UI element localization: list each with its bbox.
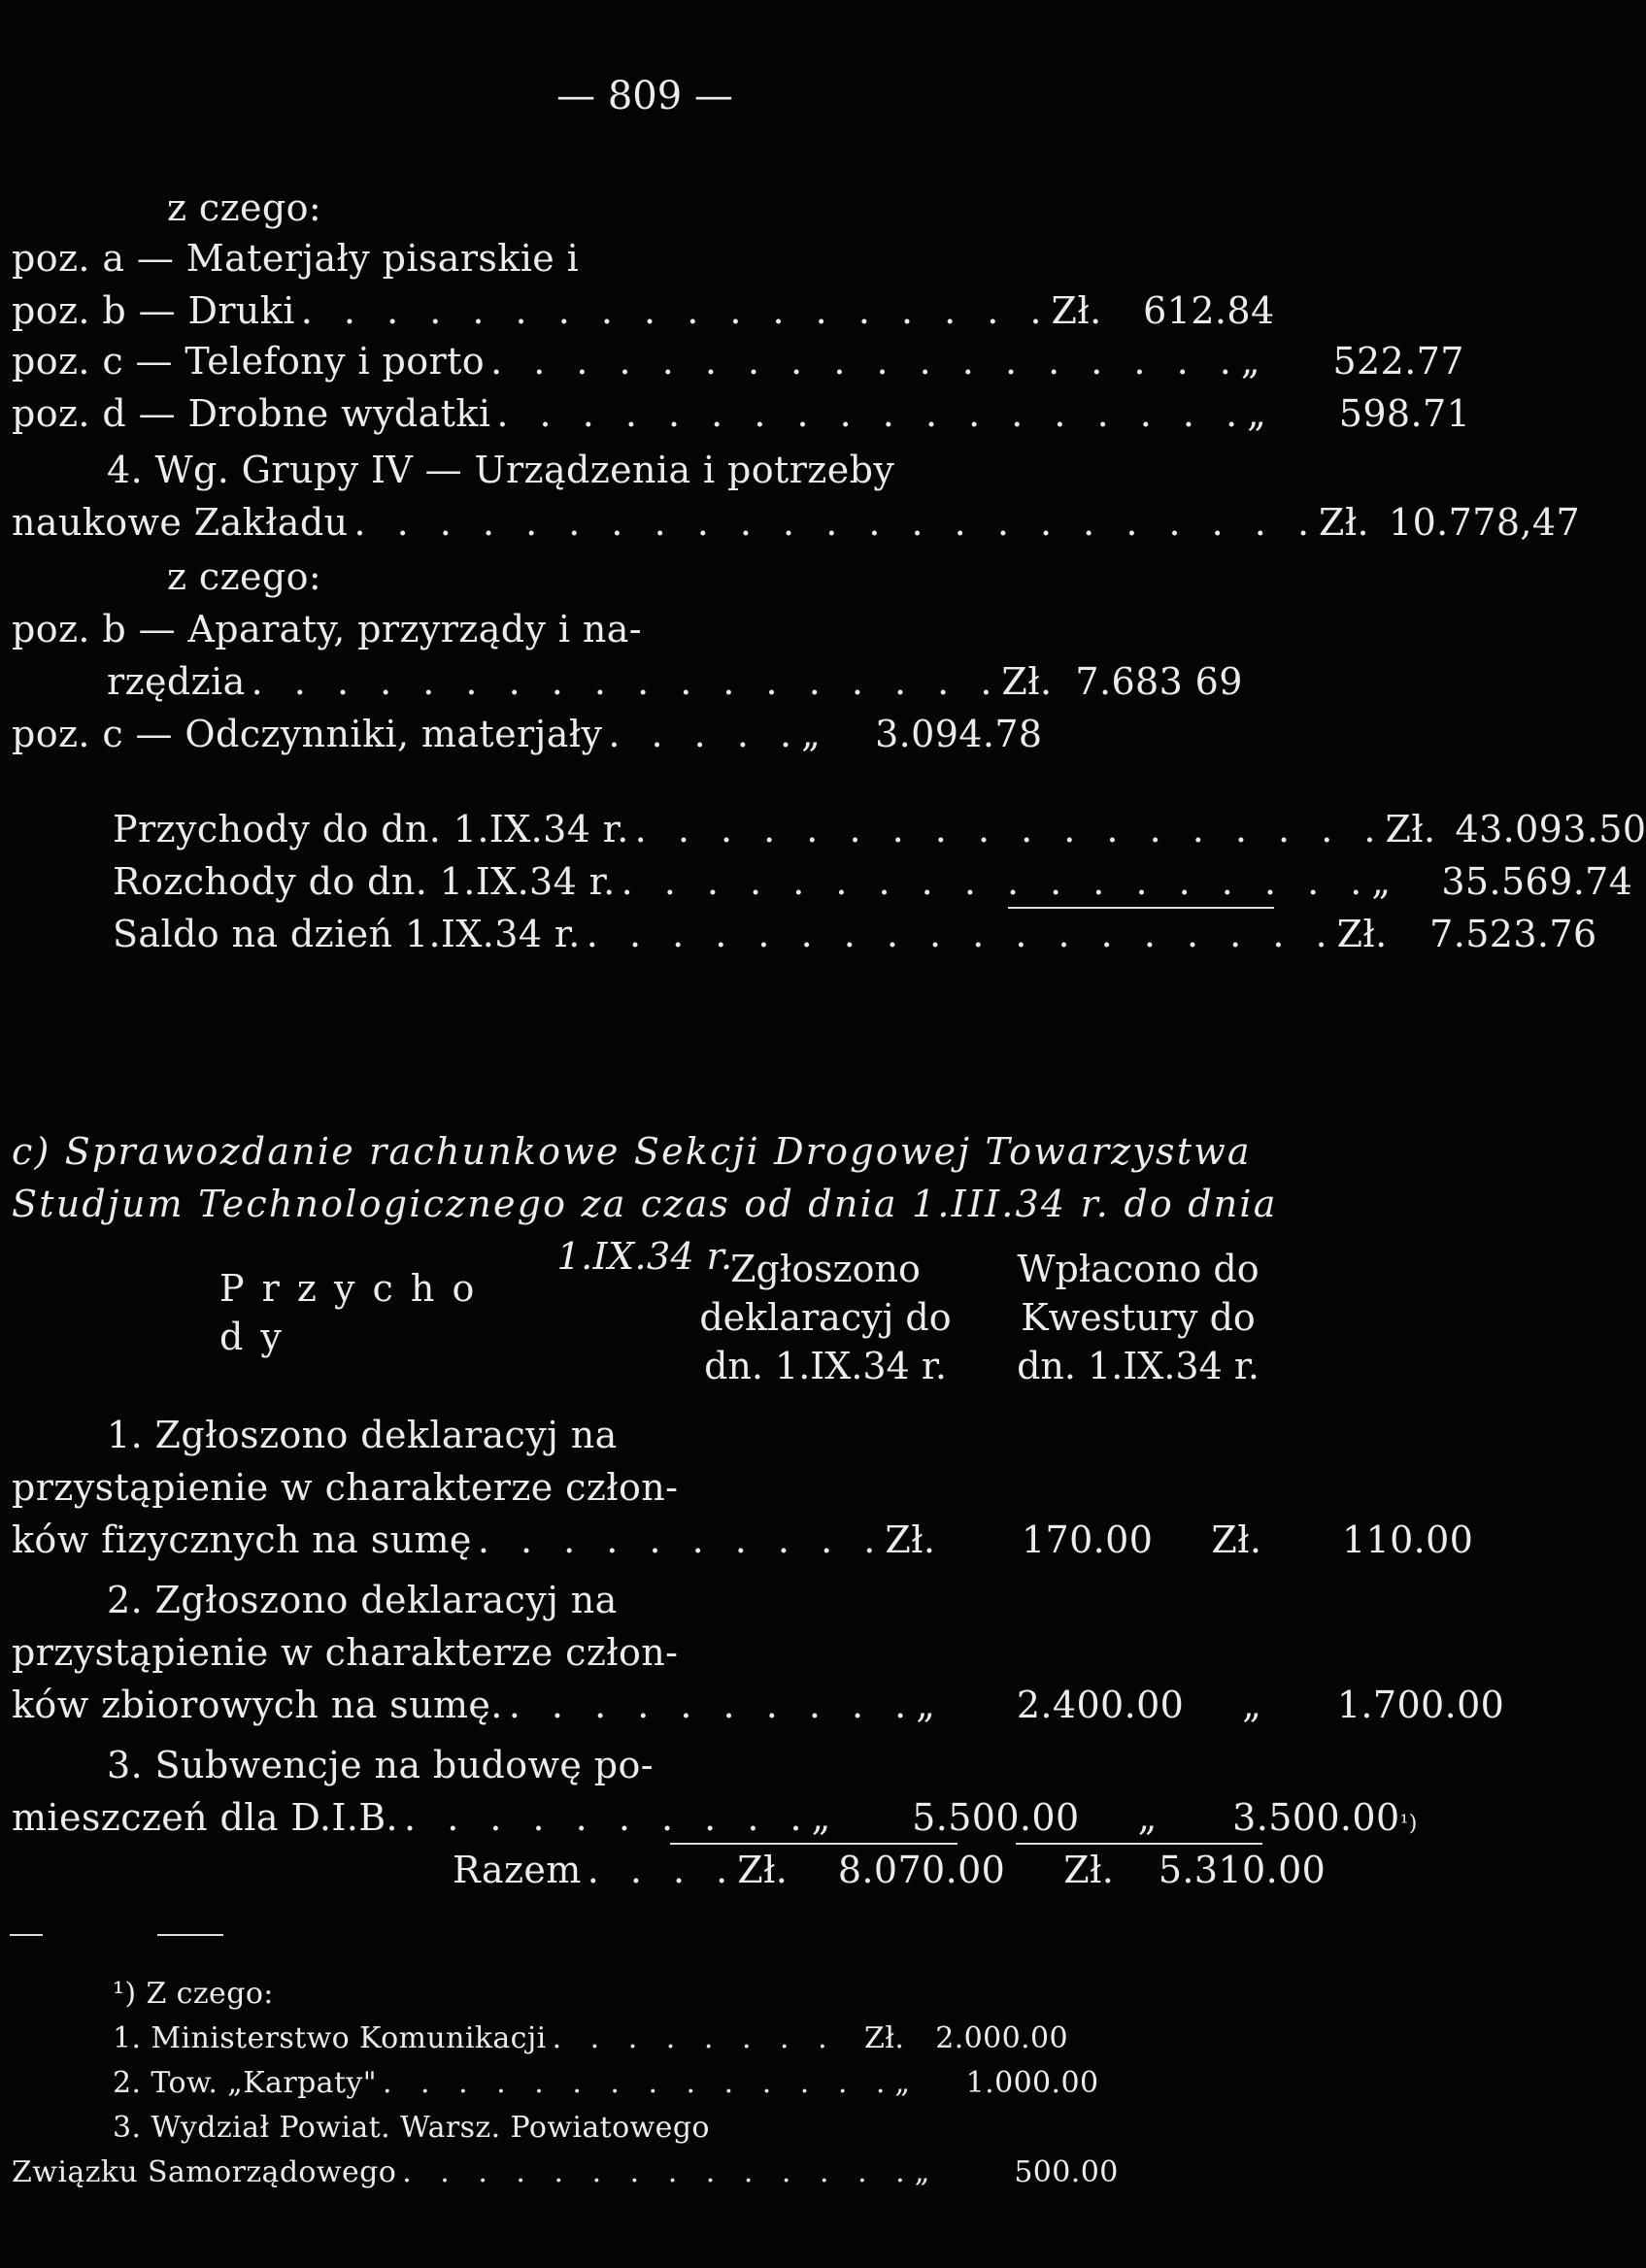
- item-c2: poz. c — Odczynniki, materjały . . . . . „ 3.094.78: [12, 713, 1043, 755]
- item-b2-line1: poz. b — Aparaty, przyrządy i na-: [12, 608, 643, 650]
- row2-line3: ków zbiorowych na sumę. . . . . . . . . . . „ 2.400.00 „ 1.700.00: [12, 1684, 1505, 1726]
- group4-line1: 4. Wg. Grupy IV — Urządzenia i potrzeby: [107, 449, 895, 491]
- row1-line3: ków fizycznych na sumę . . . . . . . . . . Zł. 170.00 Zł. 110.00: [12, 1518, 1474, 1561]
- z-czego-label: z czego:: [167, 186, 322, 229]
- razem-rule-col2: [1016, 1843, 1262, 1845]
- footnote-marker: ¹): [1399, 1812, 1418, 1836]
- footnote-header: ¹) Z czego:: [113, 1977, 274, 2011]
- page-number: — 809 —: [556, 74, 733, 118]
- row1-line2: przystąpienie w charakterze człon-: [12, 1466, 679, 1509]
- header-zgloszono: Zgłoszono deklaracyj do dn. 1.IX.34 r.: [699, 1248, 952, 1387]
- totals-rule: [1008, 907, 1274, 909]
- item-b2-line2: rzędzia . . . . . . . . . . . . . . . . . . Zł. 7.683 69: [107, 660, 1243, 703]
- row3-line2: mieszczeń dla D.I.B. . . . . . . . . . . „ 5.500.00 „ 3.500.00 ¹): [12, 1796, 1418, 1839]
- footnote-item-3: 3. Wydział Powiat. Warsz. Powiatowego: [113, 2111, 710, 2145]
- footnote-item-4: Związku Samorządowego . . . . . . . . . . . . . . „ 500.00: [12, 2155, 1119, 2189]
- row2-line2: przystąpienie w charakterze człon-: [12, 1631, 679, 1674]
- row1-line1: 1. Zgłoszono deklaracyj na: [107, 1414, 618, 1456]
- footnote-rule-short: [10, 1934, 43, 1936]
- item-d: poz. d — Drobne wydatki . . . . . . . . . . . . . . . . . . „ 598.71: [12, 392, 1471, 435]
- saldo-total: Saldo na dzień 1.IX.34 r. . . . . . . . . . . . . . . . . . . Zł. 7.523.76: [113, 913, 1597, 955]
- group4-line2: naukowe Zakładu . . . . . . . . . . . . . . . . . . . . . . . Zł. 10.778,47: [12, 501, 1581, 544]
- przychody-total: Przychody do dn. 1.IX.34 r. . . . . . . . . . . . . . . . . . . Zł. 43.093.50: [113, 808, 1646, 850]
- rozchody-total: Rozchody do dn. 1.IX.34 r. . . . . . . . . . . . . . . . . . . „ 35.569.74: [113, 860, 1633, 903]
- razem-rule-col1: [670, 1843, 957, 1845]
- section-c-title-line3: 1.IX.34 r.: [556, 1235, 733, 1278]
- razem-row: Razem . . . . Zł. 8.070.00 Zł. 5.310.00: [453, 1849, 1327, 1891]
- header-wplacono: Wpłacono do Kwestury do dn. 1.IX.34 r.: [1017, 1248, 1260, 1387]
- section-c-title-line2: Studjum Technologicznego za czas od dnia 1.III.34 r. do dnia: [12, 1183, 1278, 1225]
- item-b: poz. b — Druki . . . . . . . . . . . . . . . . . . Zł. 612.84: [12, 289, 1275, 332]
- footnote-item-2: 2. Tow. „Karpaty" . . . . . . . . . . . . . . „ 1.000.00: [113, 2066, 1099, 2100]
- footnote-item-1: 1. Ministerstwo Komunikacji . . . . . . . . Zł. 2.000.00: [113, 2021, 1068, 2055]
- footnote-rule: [157, 1934, 223, 1936]
- item-c: poz. c — Telefony i porto . . . . . . . . . . . . . . . . . . „ 522.77: [12, 340, 1464, 383]
- header-przychody: P r z y c h o d y: [219, 1267, 478, 1358]
- row2-line1: 2. Zgłoszono deklaracyj na: [107, 1579, 618, 1621]
- item-a: poz. a — Materjały pisarskie i: [12, 237, 580, 280]
- section-c-title-line1: c) Sprawozdanie rachunkowe Sekcji Drogowej Towarzystwa: [12, 1130, 1252, 1173]
- row3-line1: 3. Subwencje na budowę po-: [107, 1744, 655, 1786]
- z-czego-label-2: z czego:: [167, 555, 322, 598]
